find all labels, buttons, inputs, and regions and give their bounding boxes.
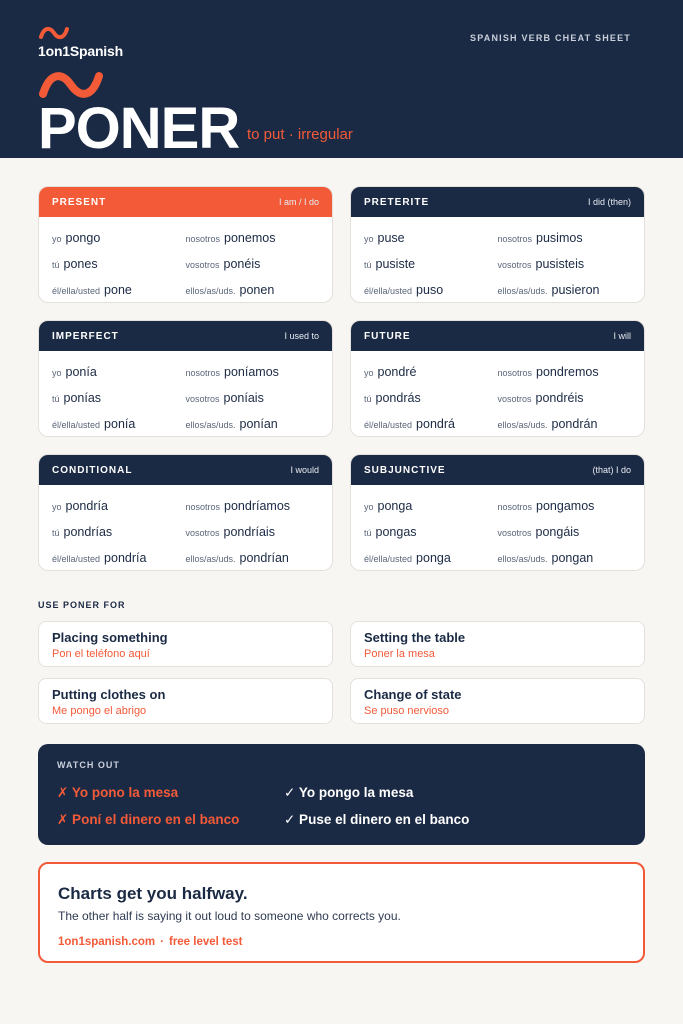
pronoun: nosotros xyxy=(185,368,221,378)
tense-gloss: I would xyxy=(290,465,319,475)
pronoun: yo xyxy=(52,234,62,244)
verb-form: pondríamos xyxy=(224,499,291,513)
tense-header xyxy=(351,187,644,217)
verb-form: ponía xyxy=(65,365,97,379)
verb-form: pones xyxy=(63,257,98,271)
use-example: Se puso nervioso xyxy=(364,705,449,717)
verb-form: pondréis xyxy=(535,391,584,405)
pronoun: ellos/as/uds. xyxy=(185,420,236,430)
verb-form: pondrá xyxy=(416,417,455,431)
use-card xyxy=(38,621,333,667)
verb-form: pongamos xyxy=(536,499,595,513)
tense-card-imperfect xyxy=(38,320,333,437)
cta-title: Charts get you halfway. xyxy=(58,884,248,903)
use-card xyxy=(38,678,333,724)
cta-link-row xyxy=(58,935,625,949)
verb-form: pongáis xyxy=(535,525,580,539)
tense-gloss: I did (then) xyxy=(587,197,631,207)
verb-form: poníamos xyxy=(224,365,279,379)
verb-form: pondrían xyxy=(239,551,289,565)
pronoun: ellos/as/uds. xyxy=(185,554,236,564)
tense-header xyxy=(351,455,644,485)
pronoun: vosotros xyxy=(185,394,220,404)
verb-title: PONER xyxy=(38,96,240,161)
pronoun: nosotros xyxy=(497,234,533,244)
verb-form: ponía xyxy=(104,417,136,431)
correct-example: ✓ Yo pongo la mesa xyxy=(284,785,414,800)
verb-form: ponga xyxy=(416,551,451,565)
pronoun: vosotros xyxy=(185,528,220,538)
pronoun: él/ella/usted xyxy=(364,286,413,296)
tense-gloss: (that) I do xyxy=(592,465,631,475)
verb-form: pondrás xyxy=(375,391,421,405)
pronoun: él/ella/usted xyxy=(52,420,101,430)
correct-example: ✓ Puse el dinero en el banco xyxy=(284,812,470,827)
verb-form: pusieron xyxy=(551,283,600,297)
pronoun: tú xyxy=(364,528,372,538)
tense-gloss: I am / I do xyxy=(278,197,319,207)
verb-form: pondremos xyxy=(536,365,599,379)
wrong-example: ✗ Poní el dinero en el banco xyxy=(57,812,240,827)
verb-meaning: to put · irregular xyxy=(247,126,353,143)
tense-gloss: I will xyxy=(613,331,631,341)
pronoun: yo xyxy=(364,368,374,378)
verb-form: pongo xyxy=(65,231,101,245)
verb-form: ponga xyxy=(377,499,413,513)
tense-name: IMPERFECT xyxy=(52,330,119,342)
tense-header xyxy=(351,321,644,351)
cta-box xyxy=(38,862,645,963)
pronoun: yo xyxy=(52,502,62,512)
tense-header xyxy=(39,321,332,351)
wrong-example: ✗ Yo pono la mesa xyxy=(57,785,179,800)
verb-form: puse xyxy=(377,231,405,245)
verb-form: pondría xyxy=(104,551,147,565)
verb-form: ponemos xyxy=(224,231,276,245)
pronoun: nosotros xyxy=(497,502,533,512)
verb-form: pone xyxy=(104,283,132,297)
pronoun: vosotros xyxy=(497,394,532,404)
verb-form: pusimos xyxy=(536,231,583,245)
pronoun: nosotros xyxy=(497,368,533,378)
use-title: Placing something xyxy=(52,630,168,645)
use-example: Pon el teléfono aquí xyxy=(52,648,150,660)
pronoun: ellos/as/uds. xyxy=(497,420,548,430)
verb-form: pongan xyxy=(551,551,594,565)
tense-card-present xyxy=(38,186,333,303)
tense-name: PRETERITE xyxy=(364,196,430,208)
uses-section-label: USE PONER FOR xyxy=(38,600,126,610)
use-example: Me pongo el abrigo xyxy=(52,705,147,717)
use-example: Poner la mesa xyxy=(364,648,435,660)
tense-card-future xyxy=(350,320,645,437)
verb-form: pondrías xyxy=(63,525,113,539)
pronoun: tú xyxy=(52,260,60,270)
pronoun: vosotros xyxy=(497,528,532,538)
tense-header xyxy=(39,187,332,217)
use-card xyxy=(350,621,645,667)
tense-card-conditional xyxy=(38,454,333,571)
verb-form: pondré xyxy=(377,365,417,379)
watch-out-label: WATCH OUT xyxy=(57,760,120,770)
website-link[interactable]: 1on1spanish.com xyxy=(58,936,156,948)
logo-text[interactable]: 1on1Spanish xyxy=(38,43,123,59)
tense-name: PRESENT xyxy=(52,196,107,208)
pronoun: nosotros xyxy=(185,234,221,244)
tense-name: FUTURE xyxy=(364,330,411,342)
pronoun: ellos/as/uds. xyxy=(497,286,548,296)
pronoun: ellos/as/uds. xyxy=(185,286,236,296)
pronoun: él/ella/usted xyxy=(52,554,101,564)
pronoun: vosotros xyxy=(185,260,220,270)
separator: · xyxy=(160,936,164,948)
level-test-link[interactable]: free level test xyxy=(168,936,243,948)
verb-form: pusiste xyxy=(375,257,416,271)
tense-name: CONDITIONAL xyxy=(52,464,133,476)
verb-form: pondríais xyxy=(223,525,275,539)
pronoun: tú xyxy=(52,394,60,404)
use-title: Putting clothes on xyxy=(52,687,166,702)
verb-form: pondrán xyxy=(551,417,598,431)
tense-gloss: I used to xyxy=(284,331,319,341)
verb-form: pusisteis xyxy=(535,257,585,271)
verb-form: ponían xyxy=(239,417,278,431)
pronoun: vosotros xyxy=(497,260,532,270)
tense-card-subjunctive xyxy=(350,454,645,571)
header xyxy=(0,0,683,161)
pronoun: yo xyxy=(52,368,62,378)
tense-header xyxy=(39,455,332,485)
pronoun: él/ella/usted xyxy=(52,286,101,296)
pronoun: nosotros xyxy=(185,502,221,512)
use-card xyxy=(350,678,645,724)
verb-form: ponen xyxy=(239,283,275,297)
pronoun: tú xyxy=(364,260,372,270)
verb-form: pongas xyxy=(375,525,417,539)
use-title: Setting the table xyxy=(364,630,466,645)
sheet-label: SPANISH VERB CHEAT SHEET xyxy=(470,33,631,43)
verb-form: pondría xyxy=(65,499,108,513)
pronoun: él/ella/usted xyxy=(364,554,413,564)
logo-squiggle-icon xyxy=(38,26,70,40)
pronoun: yo xyxy=(364,502,374,512)
pronoun: tú xyxy=(52,528,60,538)
use-title: Change of state xyxy=(364,687,462,702)
tense-name: SUBJUNCTIVE xyxy=(364,464,446,476)
tense-card-preterite xyxy=(350,186,645,303)
pronoun: yo xyxy=(364,234,374,244)
watch-out-panel xyxy=(38,744,645,845)
verb-form: puso xyxy=(416,283,444,297)
pronoun: ellos/as/uds. xyxy=(497,554,548,564)
verb-form: ponéis xyxy=(223,257,261,271)
verb-form: ponías xyxy=(63,391,102,405)
verb-form: poníais xyxy=(223,391,264,405)
pronoun: tú xyxy=(364,394,372,404)
pronoun: él/ella/usted xyxy=(364,420,413,430)
cta-subtitle: The other half is saying it out loud to someone who corrects you. xyxy=(58,909,401,923)
